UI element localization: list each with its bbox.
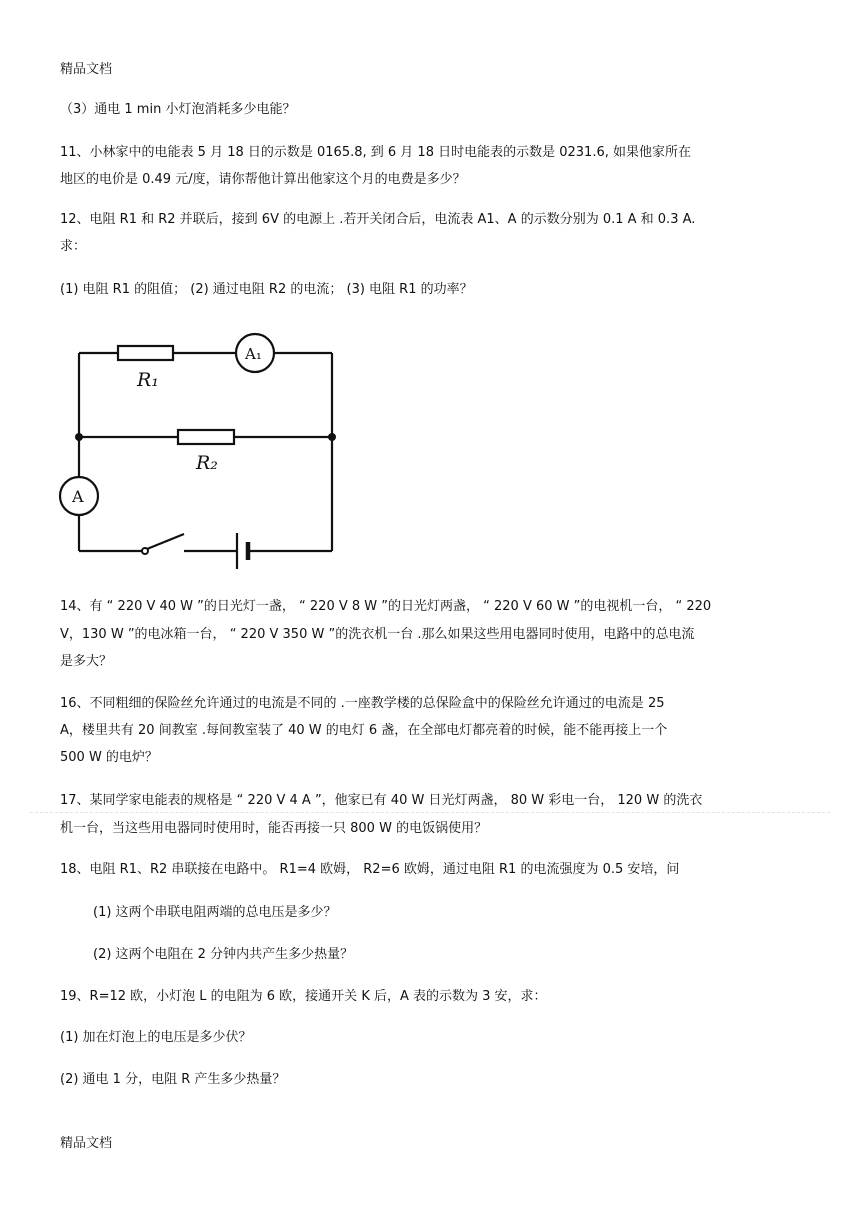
r1-label: R₁: [137, 369, 159, 391]
text-line: 14、有 “ 220 V 40 W ”的日光灯一盏， “ 220 V 8 W ”的日光灯两盏， “ 220 V 60 W ”的电视机一台， “ 220: [60, 599, 712, 614]
ammeter-a: [60, 477, 98, 515]
text-line: 500 W 的电炉？: [60, 750, 158, 765]
page-footer: 精品文档: [60, 1136, 113, 1151]
a-label: A: [72, 487, 84, 506]
text-line: 17、某同学家电能表的规格是 “ 220 V 4 A ”，他家已有 40 W 日光灯两盏， 80 W 彩电一台， 120 W 的洗衣: [60, 793, 703, 808]
text-line: V，130 W ”的电冰箱一台， “ 220 V 350 W ”的洗衣机一台 .那么如果这些用电器同时使用，电路中的总电流: [60, 627, 695, 642]
switch: [142, 534, 184, 554]
junction-dot: [75, 433, 83, 441]
r2-label: R₂: [196, 452, 218, 474]
text-line: A，楼里共有 20 间教室 .每间教室装了 40 W 的电灯 6 盏，在全部电灯都亮着的时候，能不能再接上一个: [60, 723, 668, 738]
a1-label: A₁: [245, 345, 262, 363]
text-line: (1) 加在灯泡上的电压是多少伏？: [60, 1030, 252, 1045]
page-header: 精品文档: [60, 62, 113, 77]
text-line: （3）通电 1 min 小灯泡消耗多少电能？: [60, 102, 296, 117]
battery: [237, 533, 248, 569]
text-line: 18、电阻 R1、R2 串联接在电路中。 R1=4 欧姆， R2=6 欧姆，通过电阻 R1 的电流强度为 0.5 安培，问: [60, 862, 680, 877]
text-line: 16、不同粗细的保险丝允许通过的电流是不同的 .一座教学楼的总保险盒中的保险丝允许通过的电流是 25: [60, 696, 665, 711]
resistor-r2: [178, 430, 234, 444]
page-break-line: [30, 812, 830, 813]
text-line: 地区的电价是 0.49 元/度，请你帮他计算出他家这个月的电费是多少？: [60, 172, 466, 187]
text-line: (2) 这两个电阻在 2 分钟内共产生多少热量？: [93, 947, 354, 962]
ammeter-a1: [236, 334, 274, 372]
text-line: 11、小林家中的电能表 5 月 18 日的示数是 0165.8, 到 6 月 18 日时电能表的示数是 0231.6, 如果他家所在: [60, 145, 691, 160]
text-line: 19、R=12 欧，小灯泡 L 的电阻为 6 欧，接通开关 K 后，A 表的示数为 3 安，求：: [60, 989, 547, 1004]
resistor-r1: [118, 346, 173, 360]
text-line: (1) 这两个串联电阻两端的总电压是多少？: [93, 905, 337, 920]
text-line: 是多大？: [60, 654, 113, 669]
junction-dot: [328, 433, 336, 441]
text-line: (1) 电阻 R1 的阻值； (2) 通过电阻 R2 的电流； (3) 电阻 R1 的功率？: [60, 282, 473, 297]
text-line: 12、电阻 R1 和 R2 并联后，接到 6V 的电源上 .若开关闭合后，电流表 A1、A 的示数分别为 0.1 A 和 0.3 A.: [60, 212, 696, 227]
text-line: 机一台，当这些用电器同时使用时，能否再接一只 800 W 的电饭锅使用？: [60, 821, 488, 836]
circuit-diagram: [55, 326, 355, 576]
text-line: (2) 通电 1 分，电阻 R 产生多少热量？: [60, 1072, 286, 1087]
text-line: 求：: [60, 239, 87, 254]
